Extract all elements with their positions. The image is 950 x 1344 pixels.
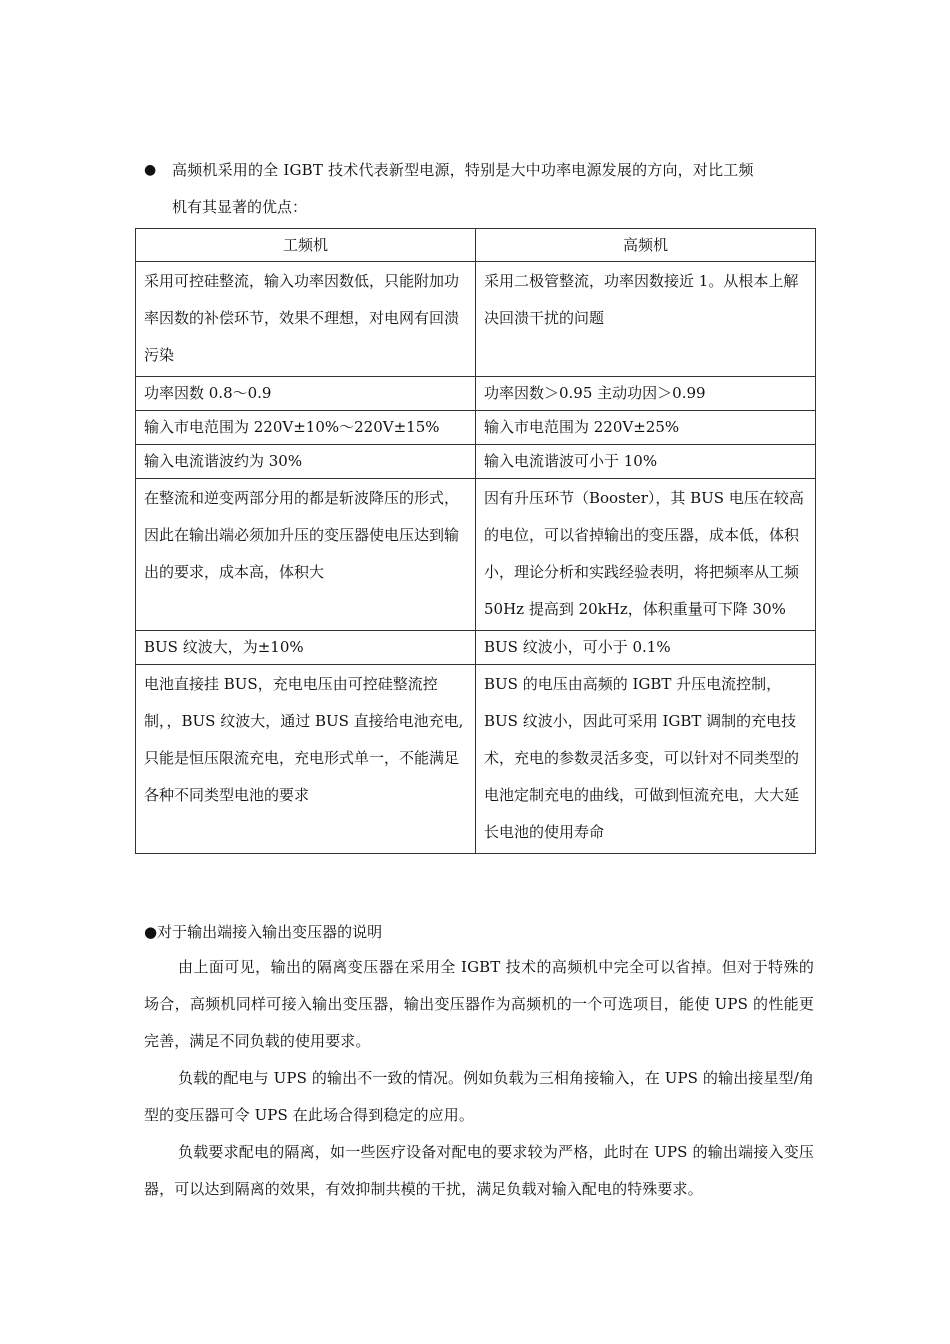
table-row bbox=[136, 445, 816, 479]
table-cell: 采用二极管整流，功率因数接近 1。从根本上解决回溃干扰的问题 bbox=[476, 262, 816, 377]
table-row bbox=[136, 377, 816, 411]
table-cell: BUS 纹波大，为±10% bbox=[136, 631, 476, 665]
intro-text-line1: 高频机采用的全 IGBT 技术代表新型电源，特别是大中功率电源发展的方向，对比工频 bbox=[172, 161, 754, 179]
transformer-section bbox=[144, 915, 814, 1208]
table-cell: 采用可控硅整流，输入功率因数低，只能附加功率因数的补偿环节，效果不理想，对电网有回溃污染 bbox=[136, 262, 476, 377]
table-cell: 电池直接挂 BUS，充电电压由可控硅整流控制，，BUS 纹波大，通过 BUS 直接给电池充电,只能是恒压限流充电，充电形式单一，不能满足各种不同类型电池的要求 bbox=[136, 665, 476, 854]
table-cell: BUS 纹波小，可小于 0.1% bbox=[476, 631, 816, 665]
table-row bbox=[136, 631, 816, 665]
intro-line bbox=[144, 152, 814, 189]
header-power-frequency: 工频机 bbox=[136, 229, 476, 262]
paragraph: 负载要求配电的隔离，如一些医疗设备对配电的要求较为严格，此时在 UPS 的输出端接入变压器，可以达到隔离的效果，有效抑制共模的干扰，满足负载对输入配电的特殊要求。 bbox=[144, 1143, 814, 1198]
table-cell: 输入市电范围为 220V±25% bbox=[476, 411, 816, 445]
intro-text-line2: 机有其显著的优点： bbox=[172, 198, 308, 216]
table-cell: 功率因数＞0.95 主动功因＞0.99 bbox=[476, 377, 816, 411]
table-cell: 输入电流谐波约为 30% bbox=[136, 445, 476, 479]
table-cell: 功率因数 0.8～0.9 bbox=[136, 377, 476, 411]
table-row bbox=[136, 411, 816, 445]
table-cell: 因有升压环节（Booster），其 BUS 电压在较高的电位，可以省掉输出的变压器，成本低，体积小，理论分析和实践经验表明，将把频率从工频 50Hz 提高到 20kHz，体积重量可下降 30% bbox=[476, 479, 816, 631]
header-high-frequency: 高频机 bbox=[476, 229, 816, 262]
table-cell: 在整流和逆变两部分用的都是斩波降压的形式，因此在输出端必须加升压的变压器使电压达到输出的要求，成本高，体积大 bbox=[136, 479, 476, 631]
intro-bullet bbox=[144, 152, 814, 226]
table-header-row bbox=[136, 229, 816, 262]
paragraph: 负载的配电与 UPS 的输出不一致的情况。例如负载为三相角接输入，在 UPS 的输出接星型/角型的变压器可令 UPS 在此场合得到稳定的应用。 bbox=[144, 1069, 814, 1124]
bullet-icon: ● bbox=[144, 162, 157, 178]
table-row bbox=[136, 479, 816, 631]
table-cell: 输入市电范围为 220V±10%～220V±15% bbox=[136, 411, 476, 445]
table-row bbox=[136, 665, 816, 854]
paragraph: 由上面可见，输出的隔离变压器在采用全 IGBT 技术的高频机中完全可以省掉。但对于特殊的场合，高频机同样可接入输出变压器，输出变压器作为高频机的一个可选项目，能使 UPS 的性能更完善，满足不同负载的使用要求。 bbox=[144, 958, 814, 1050]
comparison-table bbox=[135, 228, 816, 854]
table-cell: BUS 的电压由高频的 IGBT 升压电流控制，BUS 纹波小，因此可采用 IGBT 调制的充电技术，充电的参数灵活多变，可以针对不同类型的电池定制充电的曲线，可做到恒流充电，大大延长电池的使用寿命 bbox=[476, 665, 816, 854]
table-cell: 输入电流谐波可小于 10% bbox=[476, 445, 816, 479]
table-row bbox=[136, 262, 816, 377]
section-title: ●对于输出端接入输出变压器的说明 bbox=[144, 923, 383, 941]
